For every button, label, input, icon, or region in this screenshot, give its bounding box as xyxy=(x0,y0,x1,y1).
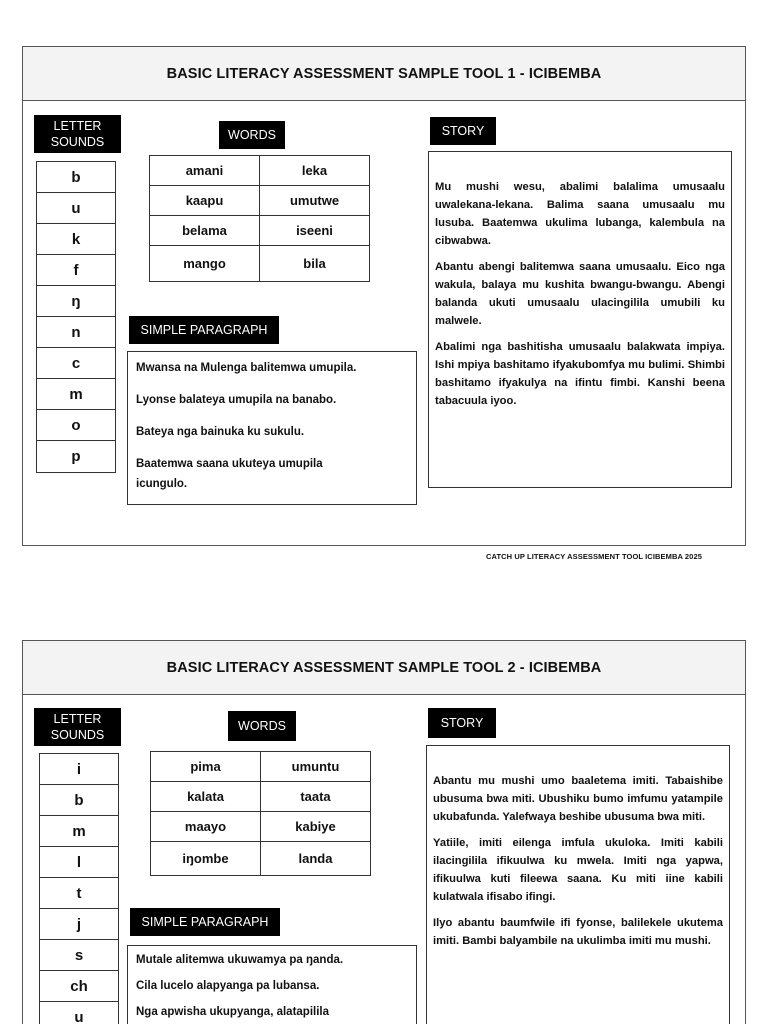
letter-sound: m xyxy=(37,379,115,410)
simple-paragraph-box xyxy=(127,945,417,1024)
letter-sound: j xyxy=(40,909,118,940)
assessment-tool-2 xyxy=(22,640,746,1024)
simple-paragraph-box xyxy=(127,351,417,505)
letter-sound: p xyxy=(71,448,81,465)
letter-sound: c xyxy=(37,348,115,379)
story-paragraph: Abantu abengi balitemwa saana umusaalu. Eico nga wakula, balaya mu kushita bwangu-bwangu. Abengi balanda ukuti umusaalu ulacingilila umubili ku malwele. xyxy=(435,261,725,327)
word-cell: amani xyxy=(150,156,260,186)
paragraph-line: Nga apwisha ukupyanga, alatapilila xyxy=(136,1006,330,1018)
letter-sound: m xyxy=(40,816,118,847)
letter-sound: l xyxy=(40,847,118,878)
word-cell: umuntu xyxy=(261,752,371,782)
word-cell: kaapu xyxy=(150,186,260,216)
letter-sound: s xyxy=(40,940,118,971)
story-label: STORY xyxy=(430,117,496,145)
word-cell: maayo xyxy=(151,812,261,842)
tool-header xyxy=(23,641,745,695)
story-box xyxy=(428,151,732,488)
table-row xyxy=(150,216,370,246)
tool-title: BASIC LITERACY ASSESSMENT SAMPLE TOOL 2 - ICIBEMBA xyxy=(166,659,602,676)
letter-sound: t xyxy=(40,878,118,909)
table-row xyxy=(151,812,371,842)
paragraph-line: Baatemwa saana ukuteya umupila icungulo. xyxy=(136,458,323,490)
table-row xyxy=(150,156,370,186)
letter-sound: u xyxy=(74,1009,84,1024)
paragraph-line: Mutale alitemwa ukuwamya pa ŋanda. xyxy=(136,954,344,966)
letter-sound: b xyxy=(40,785,118,816)
letter-sound: ch xyxy=(40,971,118,1002)
letter-sound: k xyxy=(37,224,115,255)
letter-sound: ŋ xyxy=(37,286,115,317)
paragraph-line: Mwansa na Mulenga balitemwa umupila. xyxy=(136,362,357,374)
letter-sound: i xyxy=(40,754,118,785)
assessment-tool-1 xyxy=(22,46,746,546)
paragraph-line: Bateya nga bainuka ku sukulu. xyxy=(136,426,305,438)
words-label: WORDS xyxy=(228,711,296,741)
story-paragraph: Abalimi nga bashitisha umusaalu balakwata impiya. Ishi mpiya bashitamo ifyakubomfya mu bulimi. Shimbi bashitamo ifyakulya na ifintu fimbi. Kanshi beena tabacuula iyoo. xyxy=(435,341,725,407)
story-paragraph: Ilyo abantu baumfwile ifi fyonse, balilekele ukutema imiti. Bambi balyambile na ukulimba imiti mu mushi. xyxy=(433,917,723,947)
story-paragraph: Abantu mu mushi umo baaletema imiti. Tabaishibe ubusuma bwa miti. Ubushiku bumo imfumu yatampile ukubafunda. Yalefwaya beshibe ubusuma bwa miti. xyxy=(433,775,723,823)
table-row xyxy=(151,782,371,812)
word-cell: kalata xyxy=(151,782,261,812)
tool-title: BASIC LITERACY ASSESSMENT SAMPLE TOOL 1 - ICIBEMBA xyxy=(166,65,602,82)
letter-sound: b xyxy=(37,162,115,193)
tool-header xyxy=(23,47,745,101)
word-cell: mango xyxy=(150,246,260,282)
words-table xyxy=(149,155,370,282)
letter-sound: f xyxy=(37,255,115,286)
words-table xyxy=(150,751,371,876)
word-cell: iseeni xyxy=(260,216,370,246)
table-row xyxy=(151,842,371,876)
letter-sounds-label: LETTER SOUNDS xyxy=(34,115,121,153)
word-cell: taata xyxy=(261,782,371,812)
word-cell: landa xyxy=(261,842,371,876)
story-label: STORY xyxy=(428,708,496,738)
story-box xyxy=(426,745,730,1024)
letter-sound: u xyxy=(37,193,115,224)
letter-sounds-list xyxy=(36,161,116,473)
simple-paragraph-label: SIMPLE PARAGRAPH xyxy=(129,316,279,344)
story-paragraph: Mu mushi wesu, abalimi balalima umusaalu uwalekana-lekana. Balima saana umusaalu mu lusuba. Baatemwa ukulima lubanga, kalembula na cibwabwa. xyxy=(435,181,725,247)
table-row xyxy=(150,246,370,282)
letter-sounds-label: LETTER SOUNDS xyxy=(34,708,121,746)
letter-sounds-list xyxy=(39,753,119,1024)
paragraph-line: Lyonse balateya umupila na banabo. xyxy=(136,394,337,406)
table-row xyxy=(151,752,371,782)
story-paragraph: Yatiile, imiti eilenga imfula ukuloka. Imiti kabili ilacingilila ifikuulwa ku mwela. Imiti nga yapwa, ifikuulwa kuti fileewa saana. Ku miti iine kabili kulatwala ifisabo ifingi. xyxy=(433,837,723,903)
word-cell: pima xyxy=(151,752,261,782)
letter-sound: o xyxy=(37,410,115,441)
word-cell: bila xyxy=(260,246,370,282)
page-footer: CATCH UP LITERACY ASSESSMENT TOOL ICIBEMBA 2025 xyxy=(486,552,702,561)
word-cell: belama xyxy=(150,216,260,246)
words-label: WORDS xyxy=(219,121,285,149)
word-cell: umutwe xyxy=(260,186,370,216)
word-cell: leka xyxy=(260,156,370,186)
word-cell: kabiye xyxy=(261,812,371,842)
paragraph-line: Cila lucelo alapyanga pa lubansa. xyxy=(136,980,320,992)
letter-sound: n xyxy=(37,317,115,348)
simple-paragraph-label: SIMPLE PARAGRAPH xyxy=(130,908,280,936)
word-cell: iŋombe xyxy=(151,842,261,876)
table-row xyxy=(150,186,370,216)
